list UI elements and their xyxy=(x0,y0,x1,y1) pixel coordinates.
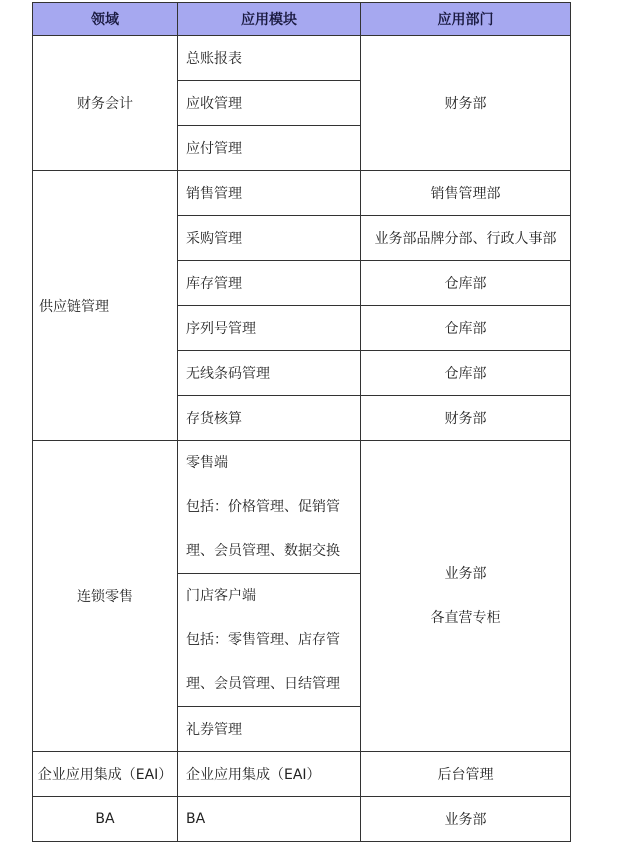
dept-cell: 财务部 xyxy=(361,396,571,441)
table-row xyxy=(33,36,571,81)
dept-cell-retail xyxy=(361,441,571,752)
header-dept: 应用部门 xyxy=(361,3,571,36)
dept-cell: 仓库部 xyxy=(361,306,571,351)
table-row xyxy=(33,797,571,842)
module-line: 零售端 xyxy=(186,455,228,471)
table-row xyxy=(33,171,571,216)
dept-cell: 仓库部 xyxy=(361,351,571,396)
table-row xyxy=(33,441,571,574)
dept-cell: 业务部 xyxy=(361,797,571,842)
module-line: 包括：价格管理、促销管 xyxy=(186,499,340,515)
dept-cell: 仓库部 xyxy=(361,261,571,306)
module-cell: 无线条码管理 xyxy=(178,351,361,396)
module-cell: 销售管理 xyxy=(178,171,361,216)
dept-cell: 销售管理部 xyxy=(361,171,571,216)
area-cell-supply: 供应链管理 xyxy=(33,171,178,441)
module-cell: 总账报表 xyxy=(178,36,361,81)
dept-cell: 业务部品牌分部、行政人事部 xyxy=(361,216,571,261)
module-cell: 序列号管理 xyxy=(178,306,361,351)
module-cell-retail-coupon: 礼券管理 xyxy=(178,707,361,752)
table-row xyxy=(33,752,571,797)
header-area: 领域 xyxy=(33,3,178,36)
area-cell-finance: 财务会计 xyxy=(33,36,178,171)
module-cell: 存货核算 xyxy=(178,396,361,441)
module-line: 理、会员管理、日结管理 xyxy=(186,676,340,692)
header-row xyxy=(33,3,571,36)
header-module: 应用模块 xyxy=(178,3,361,36)
module-line: 包括：零售管理、店存管 xyxy=(186,632,340,648)
module-cell-retail-pos xyxy=(178,441,361,574)
module-cell: 采购管理 xyxy=(178,216,361,261)
dept-line: 各直营专柜 xyxy=(430,610,501,626)
area-cell-eai: 企业应用集成（EAI） xyxy=(33,752,178,797)
module-cell: 应付管理 xyxy=(178,126,361,171)
module-cell: 企业应用集成（EAI） xyxy=(178,752,361,797)
module-line: 门店客户端 xyxy=(186,588,256,604)
area-cell-ba: BA xyxy=(33,797,178,842)
module-cell: 应收管理 xyxy=(178,81,361,126)
module-cell: BA xyxy=(178,797,361,842)
area-cell-retail: 连锁零售 xyxy=(33,441,178,752)
module-department-table xyxy=(32,2,571,842)
module-cell: 库存管理 xyxy=(178,261,361,306)
module-line: 理、会员管理、数据交换 xyxy=(186,543,340,559)
dept-cell: 财务部 xyxy=(361,36,571,171)
module-cell-retail-store xyxy=(178,574,361,707)
dept-line: 业务部 xyxy=(444,566,487,582)
dept-cell: 后台管理 xyxy=(361,752,571,797)
